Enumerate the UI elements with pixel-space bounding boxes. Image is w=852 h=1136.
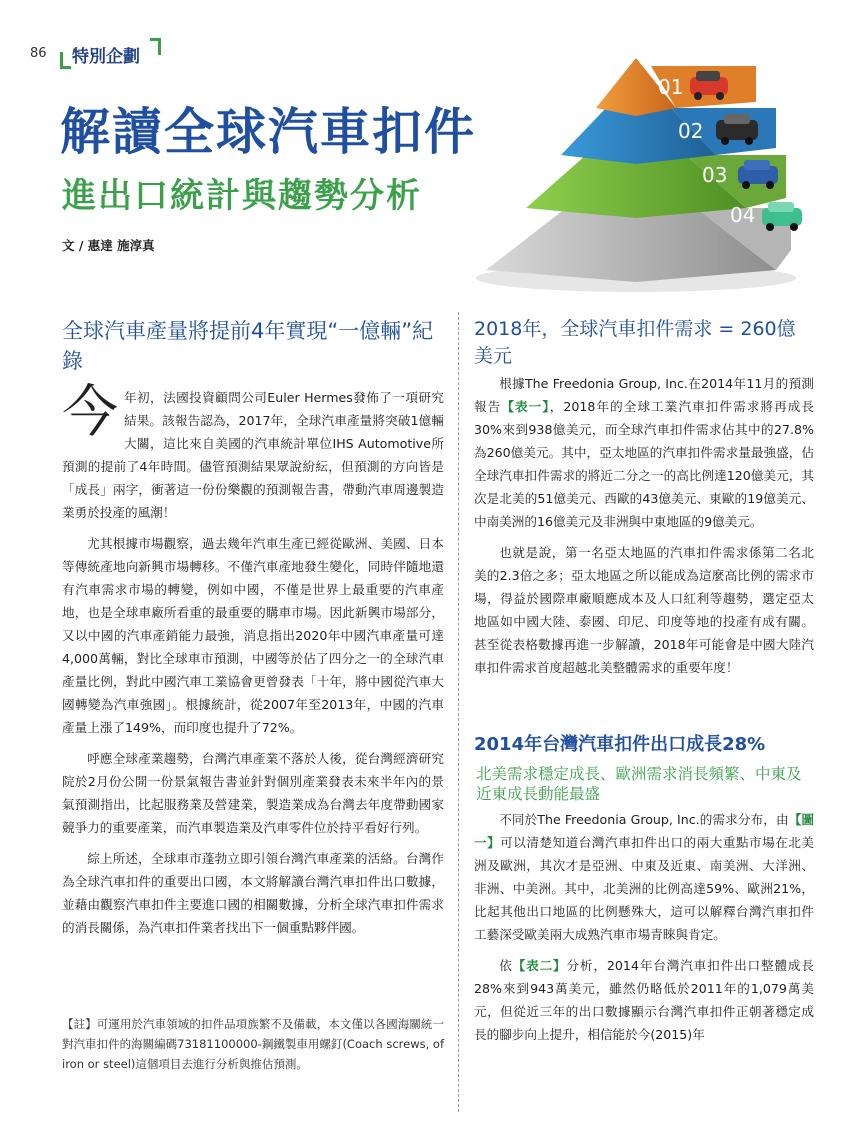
article-title: 解讀全球汽車扣件 [60,102,476,161]
article-subtitle: 進出口統計與趨勢分析 [62,176,422,216]
tier-label-1: 01 [658,75,684,99]
section-bracket-right [150,38,161,55]
dropcap: 今 [62,380,118,445]
left-heading: 全球汽車產量將提前4年實現“一億輛”紀錄 [62,319,434,373]
tier-label-3: 03 [702,163,728,187]
right-column-2 [474,808,814,1054]
table-ref: 【表一】 [501,399,550,414]
paragraph: 不同於The Freedonia Group, Inc.的需求分布，由【圖一】可以清楚知道台灣汽車扣件出口的兩大重點市場在北美洲及歐洲，其次才是亞洲、中東及近東、南美洲、大洋洲、非洲、中美洲。其中，北美洲的比例高達59%、歐洲21%，比起其他出口地區的比例懸殊大，這可以解釋台灣汽車扣件工藝深受歐美兩大成熟汽車市場青睞與肯定。 [474,812,815,942]
paragraph: 尤其根據市場觀察，過去幾年汽車生產已經從歐洲、美國、日本等傳統產地向新興市場轉移。不僅汽車產地發生變化，同時伴隨地還有汽車需求市場的轉變，例如中國，不僅是世界上最重要的汽車產地，也是全球車廠所看重的最重要的購車市場。因此新興市場部分，又以中國的汽車產銷能力最強，消息指出2020年中國汽車產量可達4,000萬輛，對比全球車市預測，中國等於佔了四分之一的全球汽車產量比例，對此中國汽車工業協會更曾發表「十年，將中國從汽車大國轉變為汽車強國」。根據統計，從2007年至2013年，中國的汽車產量上漲了149%，而印度也提升了72%。 [62,536,444,735]
table-ref: 【表二】 [512,958,567,973]
tier-label-2: 02 [678,119,704,143]
section-tag: 特別企劃 [72,47,140,67]
page-number: 86 [30,46,47,61]
paragraph: 綜上所述，全球車市蓬勃立即引領台灣汽車產業的活絡。台灣作為全球汽車扣件的重要出口國，本文將解讀台灣汽車扣件出口數據，並藉由觀察汽車扣件主要進口國的相關數據，分析全球汽車扣件需求的消長關係，為汽車扣件業者找出下一個重點夥伴國。 [62,851,444,935]
author-line: 文 / 惠達 施淳真 [62,238,155,253]
right-subheading: 北美需求穩定成長、歐洲需求消長頻繁、中東及近東成長動能最盛 [476,765,802,803]
paragraph: 呼應全球產業趨勢，台灣汽車產業不落於人後，從台灣經濟研究院於2月份公開一份景氣報告書並針對個別產業發表未來半年內的景氣預測指出，比起服務業及營建業，製造業成為台灣去年度帶動國家競爭力的重要產業，而汽車製造業及汽車零件位於持平看好行列。 [62,751,444,835]
figure-ref: 【圖一】 [474,812,815,850]
column-divider [458,312,459,1112]
right-heading-1: 2018年，全球汽車扣件需求 = 260億美元 [474,318,796,367]
paragraph: 依【表二】分析，2014年台灣汽車扣件出口整體成長28%來到943萬美元，雖然仍略低於2011年的1,079萬美元，但從近三年的出口數據顯示台灣汽車扣件正朝著穩定成長的腳步向上提升，相信能於今(2015)年 [474,958,814,1042]
right-heading-2: 2014年台灣汽車扣件出口成長28% [474,734,766,755]
paragraph: 也就是說，第一名亞太地區的汽車扣件需求係第二名北美的2.3倍之多；亞太地區之所以能成為這麼高比例的需求市場，得益於國際車廠順應成本及人口紅利等趨勢，選定亞太地區如中國大陸、泰國、印尼、印度等地的投產有成有關。甚至從表格數據再進一步解讀，2018年可能會是中國大陸汽車扣件需求首度超越北美整體需求的重要年度！ [474,545,814,675]
left-column [62,380,444,947]
tier-label-4: 04 [730,203,756,227]
right-column-1 [474,372,814,687]
paragraph: 根據The Freedonia Group, Inc.在2014年11月的預測報告【表一】，2018年的全球工業汽車扣件需求將再成長30%來到938億美元，而全球汽車扣件需求佔其中的27.8%為260億美元。其中，亞太地區的汽車扣件需求量最強盛，佔全球汽車扣件需求的將近二分之一的高比例達120億美元，其次是北美的51億美元、西歐的43億美元、東歐的19億美元、中南美洲的16億美元及非洲與中東地區的9億美元。 [474,376,814,529]
footnote: 【註】可運用於汽車領域的扣件品項族繁不及備載，本文僅以各國海關統一對汽車扣件的海關編碼73181100000-鋼鐵製車用螺釘(Coach screws, of iron or steel)這個項目去進行分析與推估預測。 [62,1017,444,1071]
paragraph: 今 年初，法國投資顧問公司Euler Hermes發佈了一項研究結果。該報告認為，2017年，全球汽車產量將突破1億輛大關，這比來自美國的汽車統計單位IHS Automotive所預測的提前了4年時間。儘管預測結果眾說紛紜，但預測的方向皆是「成長」兩字，衝著這一份份樂觀的預測報告書，帶動汽車周邊製造業勇於投產的風潮！ [62,380,444,520]
pyramid-illustration [446,30,846,300]
